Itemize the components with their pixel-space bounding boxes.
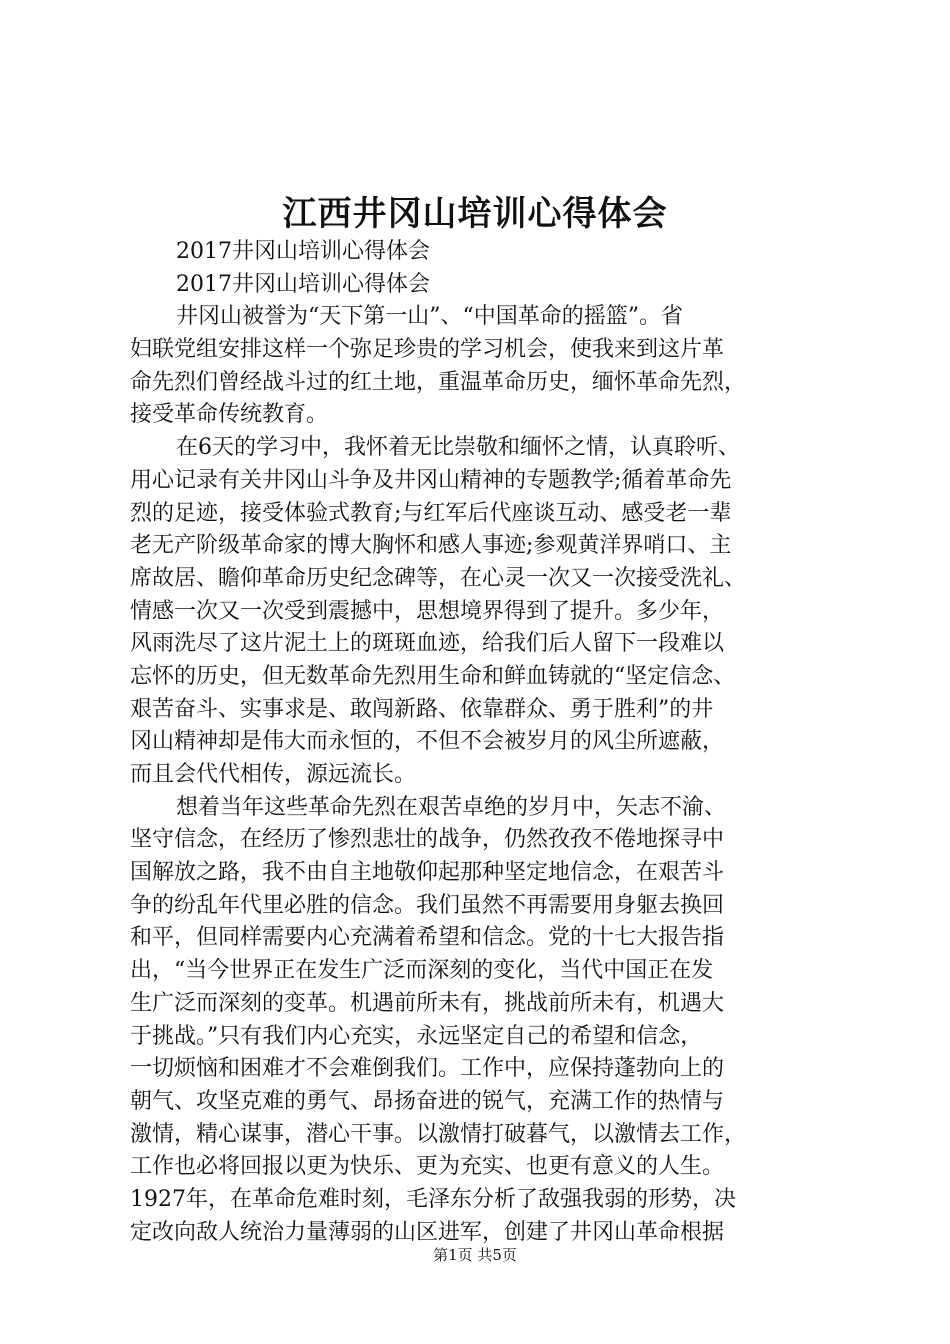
body-text-line: 2017井冈山培训心得体会 [176, 239, 430, 264]
body-text-line: 生广泛而深刻的变革。机遇前所未有，挑战前所未有，机遇大 [130, 990, 725, 1016]
body-text-line: 朝气、攻坚克难的勇气、昂扬奋进的锐气，充满工作的热情与 [130, 1088, 725, 1114]
body-text-line: 争的纷乱年代里必胜的信念。我们虽然不再需要用身躯去换回 [130, 892, 725, 918]
body-text-line: 冈山精神却是伟大而永恒的，不但不会被岁月的风尘所遮蔽， [130, 729, 725, 755]
body-text-line: 烈的足迹，接受体验式教育;与红军后代座谈互动、感受老一辈 [130, 500, 732, 526]
body-text-line: 激情，精心谋事，潜心干事。以激情打破暮气，以激情去工作， [130, 1121, 747, 1147]
body-text-line: 国解放之路，我不由自主地敬仰起那种坚定地信念，在艰苦斗 [130, 860, 725, 886]
page-footer: 第1页 共5页 [433, 1246, 517, 1264]
body-text-line: 工作也必将回报以更为快乐、更为充实、也更有意义的人生。 [130, 1154, 725, 1180]
body-text-line: 和平，但同样需要内心充满着希望和信念。党的十七大报告指 [130, 925, 725, 951]
body-text-line: 一切烦恼和困难才不会难倒我们。工作中，应保持蓬勃向上的 [130, 1056, 725, 1082]
body-text-line: 坚守信念，在经历了惨烈悲壮的战争，仍然孜孜不倦地探寻中 [130, 827, 725, 853]
body-text-line: 定改向敌人统治力量薄弱的山区进军，创建了井冈山革命根据 [130, 1219, 725, 1245]
body-text-line: 忘怀的历史，但无数革命先烈用生命和鲜血铸就的“坚定信念、 [130, 663, 736, 689]
body-text-line: 风雨洗尽了这片泥土上的斑斑血迹，给我们后人留下一段难以 [130, 631, 725, 657]
body-text-line: 2017井冈山培训心得体会 [176, 271, 430, 297]
body-text-line: 而且会代代相传，源远流长。 [130, 762, 417, 787]
body-text-line: 艰苦奋斗、实事求是、敢闯新路、依靠群众、勇于胜利”的井 [130, 696, 714, 722]
body-text-line: 于挑战。”只有我们内心充实，永远坚定自己的希望和信念， [130, 1023, 703, 1049]
body-text-line: 在6天的学习中，我怀着无比崇敬和缅怀之情，认真聆听、 [176, 435, 740, 461]
document-title: 江西井冈山培训心得体会 [282, 194, 668, 234]
body-text-line: 妇联党组安排这样一个弥足珍贵的学习机会，使我来到这片革 [130, 337, 725, 363]
document-body [130, 236, 830, 1249]
body-text-line: 情感一次又一次受到震撼中，思想境界得到了提升。多少年， [130, 598, 725, 624]
body-text-line: 老无产阶级革命家的博大胸怀和感人事迹;参观黄洋界哨口、主 [130, 533, 732, 559]
body-text-line: 用心记录有关井冈山斗争及井冈山精神的专题教学;循着革命先 [130, 467, 732, 493]
body-text-line: 接受革命传统教育。 [130, 402, 329, 428]
body-text-line: 1927年，在革命危难时刻，毛泽东分析了敌强我弱的形势，决 [130, 1186, 736, 1212]
body-text-line: 井冈山被誉为“天下第一山”、“中国革命的摇篮”。省 [176, 304, 683, 330]
body-text-line: 想着当年这些革命先烈在艰苦卓绝的岁月中，矢志不渝、 [176, 794, 727, 820]
body-text-line: 席故居、瞻仰革命历史纪念碑等，在心灵一次又一次接受洗礼、 [130, 565, 747, 591]
body-text-line: 命先烈们曾经战斗过的红土地，重温革命历史，缅怀革命先烈， [130, 369, 747, 395]
body-text-line: 出，“当今世界正在发生广泛而深刻的变化，当代中国正在发 [130, 958, 714, 984]
